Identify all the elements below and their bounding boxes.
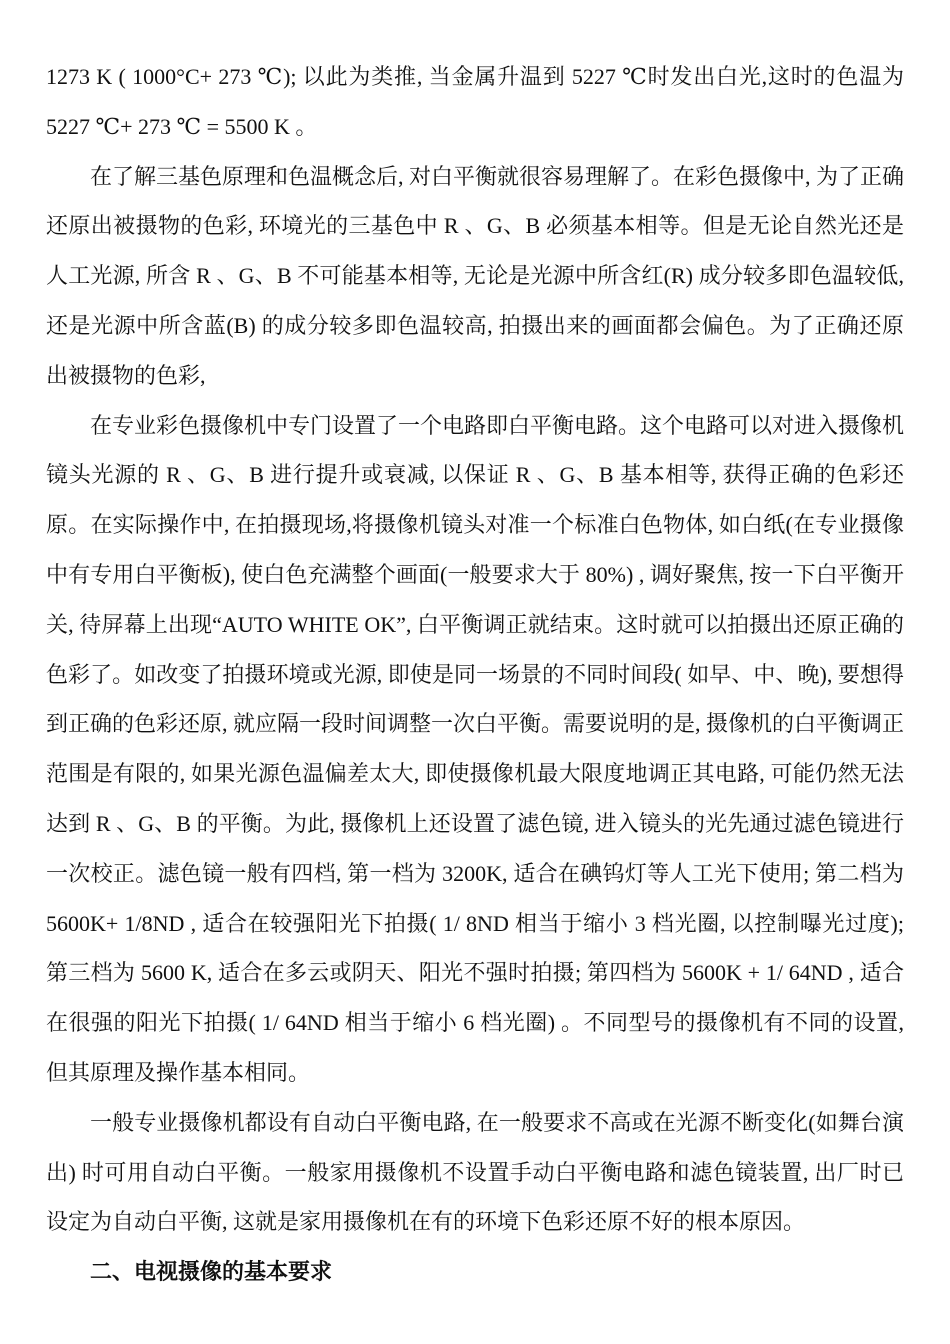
document-page [46,52,904,1297]
paragraph-white-balance-circuit: 在专业彩色摄像机中专门设置了一个电路即白平衡电路。这个电路可以对进入摄像机镜头光源的 R 、G、B 进行提升或衰减, 以保证 R 、G、B 基本相等, 获得正确的色彩还原。在实际操作中, 在拍摄现场,将摄像机镜头对准一个标准白色物体, 如白纸(在专业摄像中有专用白平衡板), 使白色充满整个画面(一般要求大于 80%) , 调好聚焦, 按一下白平衡开关, 待屏幕上出现“AUTO WHITE OK”, 白平衡调正就结束。这时就可以拍摄出还原正确的色彩了。如改变了拍摄环境或光源, 即使是同一场景的不同时间段( 如早、中、晚), 要想得到正确的色彩还原, 就应隔一段时间调整一次白平衡。需要说明的是, 摄像机的白平衡调正范围是有限的, 如果光源色温偏差太大, 即使摄像机最大限度地调正其电路, 可能仍然无法达到 R 、G、B 的平衡。为此, 摄像机上还设置了滤色镜, 进入镜头的光先通过滤色镜进行一次校正。滤色镜一般有四档, 第一档为 3200K, 适合在碘钨灯等人工光下使用; 第二档为 5600K+ 1/8ND , 适合在较强阳光下拍摄( 1/ 8ND 相当于缩小 3 档光圈, 以控制曝光过度); 第三档为 5600 K, 适合在多云或阴天、阳光不强时拍摄; 第四档为 5600K + 1/ 64ND , 适合在很强的阳光下拍摄( 1/ 64ND 相当于缩小 6 档光圈) 。不同型号的摄像机有不同的设置, 但其原理及操作基本相同。 [46,412,905,1085]
paragraph-white-balance-intro: 在了解三基色原理和色温概念后, 对白平衡就很容易理解了。在彩色摄像中, 为了正确还原出被摄物的色彩, 环境光的三基色中 R 、G、B 必须基本相等。但是无论自然光还是人工光源, 所含 R 、G、B 不可能基本相等, 无论是光源中所含红(R) 成分较多即色温较低, 还是光源中所含蓝(B) 的成分较多即色温较高, 拍摄出来的画面都会偏色。为了正确还原出被摄物的色彩, [46,163,905,388]
section-heading: 二、电视摄像的基本要求 [90,1259,333,1285]
paragraph-color-temperature-continued: 1273 K ( 1000°C+ 273 ℃); 以此为类推, 当金属升温到 5227 ℃时发出白光,这时的色温为 5227 ℃+ 273 ℃ = 5500 K 。 [46,64,904,139]
paragraph-auto-white-balance: 一般专业摄像机都设有自动白平衡电路, 在一般要求不高或在光源不断变化(如舞台演出) 时可用自动白平衡。一般家用摄像机不设置手动白平衡电路和滤色镜装置, 出厂时已设定为自动白平衡, 这就是家用摄像机在有的环境下色彩还原不好的根本原因。 [46,1109,904,1235]
